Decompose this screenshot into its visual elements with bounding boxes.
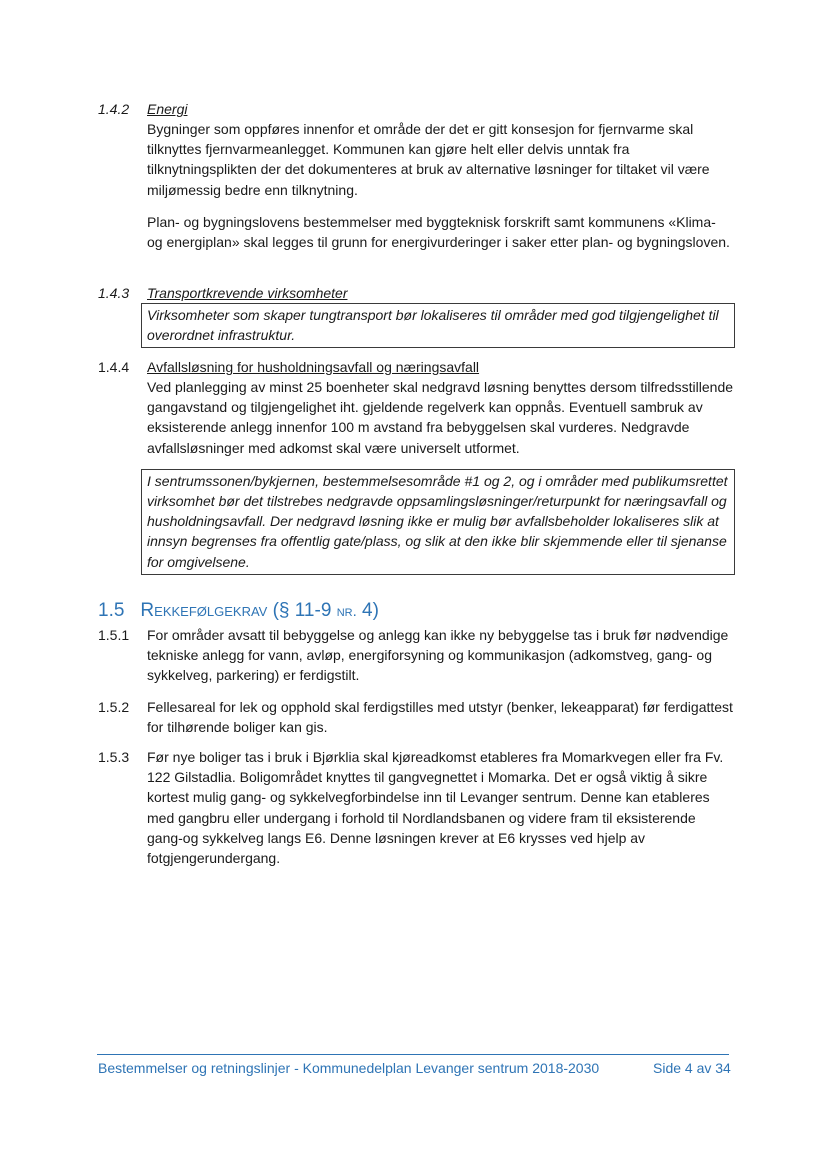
paragraph: Fellesareal for lek og opphold skal ferdigstilles med utstyr (benker, lekeapparat) før ferdigattest for tilhørende boliger kan gis. (147, 699, 733, 736)
section-number: 1.5.2 (98, 699, 130, 715)
section-number: 1.5.1 (98, 627, 130, 643)
heading-title: Rekkefølgekrav (§ 11-9 nr. 4) (140, 600, 379, 621)
section-title: Energi (147, 101, 188, 117)
section-title: Transportkrevende virksomheter (147, 285, 348, 301)
footer-document-title: Bestemmelser og retningslinjer - Kommunedelplan Levanger sentrum 2018-2030 (98, 1060, 600, 1076)
paragraph: For områder avsatt til bebyggelse og anlegg kan ikke ny bebyggelse tas i bruk før nødvendige tekniske anlegg for vann, avløp, energiforsyning og kommunikasjon (adkomstveg, gang- og sykkelveg, parkering) er ferdigstilt. (147, 627, 729, 684)
paragraph: Plan- og bygningslovens bestemmelser med byggteknisk forskrift samt kommunens «Klima- og energiplan» skal legges til grunn for energivurderinger i saker etter plan- og bygningsloven. (147, 213, 730, 251)
section-number: 1.4.4 (98, 359, 130, 375)
section-number: 1.5.3 (98, 749, 130, 765)
paragraph: Bygninger som oppføres innenfor et område der det er gitt konsesjon for fjernvarme skal tilknyttes fjernvarmeanlegget. Kommunen kan gjøre helt eller delvis unntak fra tilknytningsplikten der det dokumenteres at bruk av alternative løsninger for tiltaket vil være miljømessig bedre enn tilknytning. (147, 121, 710, 198)
guideline-box: I sentrumssonen/bykjernen, bestemmelsesområde #1 og 2, og i områder med publikumsrettet virksomhet bør det tilstrebes nedgravde oppsamlingsløsninger/returpunkt for næringsavfall og husholdningsavfall. Der nedgravd løsning ikke er mulig bør avfallsbeholder lokaliseres slik at innsyn begrenses fra offentlig gate/plass, og slik at den ikke blir skjemmende eller til sjenanse for omgivelsene. (141, 469, 735, 575)
section-number: 1.4.3 (98, 285, 130, 301)
paragraph: Ved planlegging av minst 25 boenheter skal nedgravd løsning benyttes dersom tilfredsstillende gangavstand og tilgjengelighet iht. gjeldende regelverk kan oppnås. Eventuell sambruk av eksisterende anlegg innenfor 100 m avstand fra bebyggelsen skal vurderes. Nedgravde avfallsløsninger med adkomst skal være universelt utformet. (147, 379, 734, 456)
paragraph: Før nye boliger tas i bruk i Bjørklia skal kjøreadkomst etableres fra Momarkvegen eller fra Fv. 122 Gilstadlia. Boligområdet knyttes til gangvegnettet i Momarka. Det er også viktig å sikre kortest mulig gang- og sykkelvegforbindelse inn til Levanger sentrum. Denne kan etableres med gangbru eller undergang i forhold til Nordlandsbanen og videre fram til eksisterende gang-og sykkelveg langs E6. Denne løsningen krever at E6 krysses ved hjelp av fotgjengerundergang. (147, 749, 724, 867)
guideline-box: Virksomheter som skaper tungtransport bør lokaliseres til områder med god tilgjengelighet til overordnet infrastruktur. (141, 303, 735, 348)
footer-page-number: Side 4 av 34 (653, 1060, 731, 1076)
section-number: 1.4.2 (98, 101, 130, 117)
heading-number: 1.5 (98, 600, 125, 621)
footer-divider (97, 1054, 729, 1055)
section-title: Avfallsløsning for husholdningsavfall og næringsavfall (147, 359, 480, 375)
chapter-heading-1-5 (98, 599, 379, 624)
